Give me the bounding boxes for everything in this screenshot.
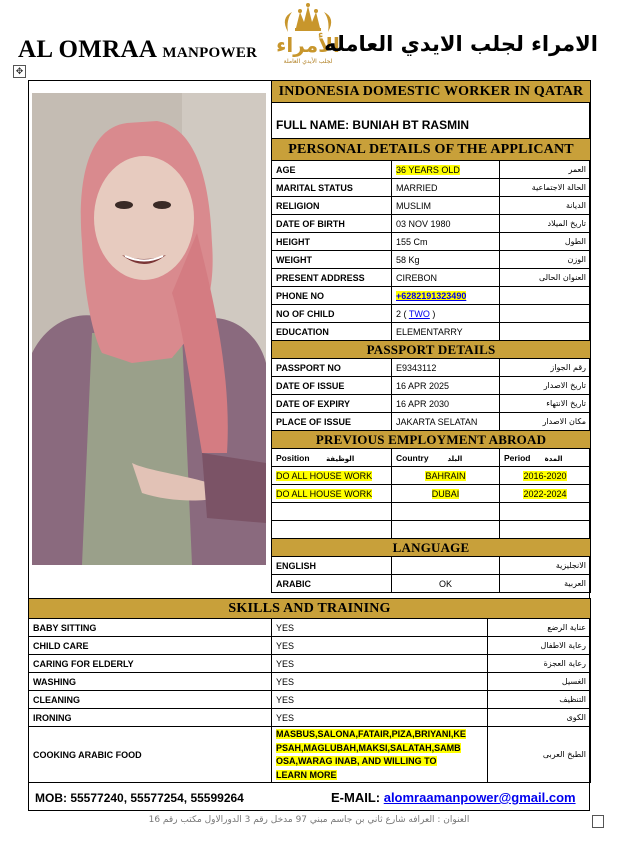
label-marital-status: MARITAL STATUS — [272, 179, 392, 197]
arabic-label-caring-for-elderly: رعاية العجزة — [488, 655, 591, 673]
row-children — [272, 305, 591, 323]
children-count-link[interactable]: TWO — [408, 308, 430, 319]
label-caring-for-elderly: CARING FOR ELDERLY — [29, 655, 272, 673]
row-passport-no — [272, 359, 591, 377]
value-date-of-expiry: 16 APR 2030 — [392, 395, 500, 413]
arabic-label-arabic: العربية — [500, 575, 591, 593]
label-date-of-birth: DATE OF BIRTH — [272, 215, 392, 233]
label-age: AGE — [272, 161, 392, 179]
employment-column-headers — [272, 449, 591, 467]
table-move-handle-icon[interactable]: ✥ — [13, 65, 26, 78]
arabic-label-weight: الوزن — [500, 251, 591, 269]
value-child-care: YES — [272, 637, 488, 655]
row-arabic — [272, 575, 591, 593]
row-date-of-expiry — [272, 395, 591, 413]
employment-row-empty — [272, 521, 591, 539]
row-washing — [29, 673, 591, 691]
arabic-label-passport-no: رقم الجواز — [500, 359, 591, 377]
arabic-label-height: الطول — [500, 233, 591, 251]
label-religion: RELIGION — [272, 197, 392, 215]
row-phone — [272, 287, 591, 305]
label-date-of-expiry: DATE OF EXPIRY — [272, 395, 392, 413]
employment-country: DUBAI — [392, 485, 500, 503]
row-date-of-issue — [272, 377, 591, 395]
label-washing: WASHING — [29, 673, 272, 691]
label-cooking-arabic-food: COOKING ARABIC FOOD — [29, 727, 272, 783]
col-country: Country البلد — [392, 449, 500, 467]
employment-position: DO ALL HOUSE WORK — [272, 467, 392, 485]
value-religion: MUSLIM — [392, 197, 500, 215]
row-present-address — [272, 269, 591, 287]
col-position: Position الوظيفة — [272, 449, 392, 467]
label-child-care: CHILD CARE — [29, 637, 272, 655]
employment-period: 2022-2024 — [500, 485, 591, 503]
arabic-label-date-of-issue: تاريخ الاصدار — [500, 377, 591, 395]
full-name: FULL NAME: BUNIAH BT RASMIN — [272, 103, 591, 139]
arabic-label-place-of-issue: مكان الاصدار — [500, 413, 591, 431]
document-title: INDONESIA DOMESTIC WORKER IN QATAR — [272, 81, 591, 103]
logo-text: الأمراء — [276, 33, 340, 57]
employment-row-empty — [272, 503, 591, 521]
language-heading: LANGUAGE — [272, 539, 591, 557]
row-english — [272, 557, 591, 575]
value-weight: 58 Kg — [392, 251, 500, 269]
applicant-details-table — [271, 80, 591, 593]
arabic-label-baby-sitting: عناية الرضع — [488, 619, 591, 637]
label-height: HEIGHT — [272, 233, 392, 251]
email-link[interactable]: alomraamanpower@gmail.com — [383, 790, 576, 805]
row-child-care — [29, 637, 591, 655]
value-date-of-issue: 16 APR 2025 — [392, 377, 500, 395]
arabic-label-religion: الديانة — [500, 197, 591, 215]
arabic-label-cooking-arabic-food: الطبخ العربى — [488, 727, 591, 783]
skills-heading: SKILLS AND TRAINING — [29, 599, 591, 619]
contact-footer — [28, 784, 590, 811]
label-date-of-issue: DATE OF ISSUE — [272, 377, 392, 395]
employment-row-2 — [272, 485, 591, 503]
value-present-address: CIREBON — [392, 269, 500, 287]
arabic-label-child-care: رعاية الاطفال — [488, 637, 591, 655]
label-present-address: PRESENT ADDRESS — [272, 269, 392, 287]
row-cleaning — [29, 691, 591, 709]
arabic-label-education — [500, 323, 591, 341]
label-ironing: IRONING — [29, 709, 272, 727]
letterhead — [0, 0, 618, 66]
employment-position: DO ALL HOUSE WORK — [272, 485, 392, 503]
value-children: 2 ( TWO ) — [392, 305, 500, 323]
arabic-label-english: الانجليزية — [500, 557, 591, 575]
label-passport-no: PASSPORT NO — [272, 359, 392, 377]
passport-details-heading: PASSPORT DETAILS — [272, 341, 591, 359]
value-cooking-arabic-food: MASBUS,SALONA,FATAIR,PIZA,BRIYANI,KE PSAH,MAGLUBAH,MAKSI,SALATAH,SAMB OSA,WARAG INAB, AND WILLING TO LEARN MORE — [272, 727, 488, 783]
label-children: NO OF CHILD — [272, 305, 392, 323]
row-baby-sitting — [29, 619, 591, 637]
arabic-label-marital-status: الحالة الاجتماعية — [500, 179, 591, 197]
arabic-label-washing: الغسيل — [488, 673, 591, 691]
brand-name-arabic: الامراء لجلب الايدي العامله — [324, 32, 598, 56]
value-date-of-birth: 03 NOV 1980 — [392, 215, 500, 233]
brand-name-english: AL OMRAA MANPOWER — [18, 36, 258, 63]
value-washing: YES — [272, 673, 488, 691]
logo-subtext: لجلب الأيدي العاملة — [283, 58, 333, 65]
row-weight — [272, 251, 591, 269]
arabic-label-ironing: الكوى — [488, 709, 591, 727]
label-phone: PHONE NO — [272, 287, 392, 305]
value-caring-for-elderly: YES — [272, 655, 488, 673]
arabic-label-cleaning: التنظيف — [488, 691, 591, 709]
employment-country: BAHRAIN — [392, 467, 500, 485]
value-height: 155 Cm — [392, 233, 500, 251]
value-passport-no: E9343112 — [392, 359, 500, 377]
employment-period: 2016-2020 — [500, 467, 591, 485]
row-education — [272, 323, 591, 341]
row-ironing — [29, 709, 591, 727]
applicant-photo — [32, 93, 266, 565]
arabic-label-age: العمر — [500, 161, 591, 179]
value-english — [392, 557, 500, 575]
paragraph-end-marker — [592, 815, 604, 828]
personal-details-heading: PERSONAL DETAILS OF THE APPLICANT — [272, 139, 591, 161]
arabic-label-date-of-expiry: تاريخ الانتهاء — [500, 395, 591, 413]
label-baby-sitting: BABY SITTING — [29, 619, 272, 637]
office-address: العنوان : العرافه شارع ثاني بن جاسم مبني 97 مدخل رقم 3 الدورالاول مكتب رقم 16 — [148, 815, 470, 825]
label-weight: WEIGHT — [272, 251, 392, 269]
label-arabic: ARABIC — [272, 575, 392, 593]
label-education: EDUCATION — [272, 323, 392, 341]
value-cleaning: YES — [272, 691, 488, 709]
row-place-of-issue — [272, 413, 591, 431]
employment-row-1 — [272, 467, 591, 485]
row-height — [272, 233, 591, 251]
row-religion — [272, 197, 591, 215]
row-cooking-arabic-food — [29, 727, 591, 783]
phone-link[interactable]: +6282191323490 — [396, 290, 467, 301]
row-marital-status — [272, 179, 591, 197]
arabic-label-present-address: العنوان الحالى — [500, 269, 591, 287]
value-education: ELEMENTARRY — [392, 323, 500, 341]
arabic-label-date-of-birth: تاريخ الميلاد — [500, 215, 591, 233]
label-place-of-issue: PLACE OF ISSUE — [272, 413, 392, 431]
row-caring-for-elderly — [29, 655, 591, 673]
value-age: 36 YEARS OLD — [392, 161, 500, 179]
value-ironing: YES — [272, 709, 488, 727]
value-baby-sitting: YES — [272, 619, 488, 637]
mobile-numbers: MOB: 55577240, 55577254, 55599264 — [35, 791, 244, 805]
row-date-of-birth — [272, 215, 591, 233]
skills-table — [28, 598, 591, 783]
arabic-label-phone — [500, 287, 591, 305]
row-age — [272, 161, 591, 179]
employment-heading: PREVIOUS EMPLOYMENT ABROAD — [272, 431, 591, 449]
value-place-of-issue: JAKARTA SELATAN — [392, 413, 500, 431]
label-english: ENGLISH — [272, 557, 392, 575]
col-period: Period المدة — [500, 449, 591, 467]
value-arabic: OK — [392, 575, 500, 593]
email-line: E-MAIL: alomraamanpower@gmail.com — [331, 790, 576, 805]
value-marital-status: MARRIED — [392, 179, 500, 197]
value-phone — [392, 287, 500, 305]
arabic-label-children — [500, 305, 591, 323]
label-cleaning: CLEANING — [29, 691, 272, 709]
